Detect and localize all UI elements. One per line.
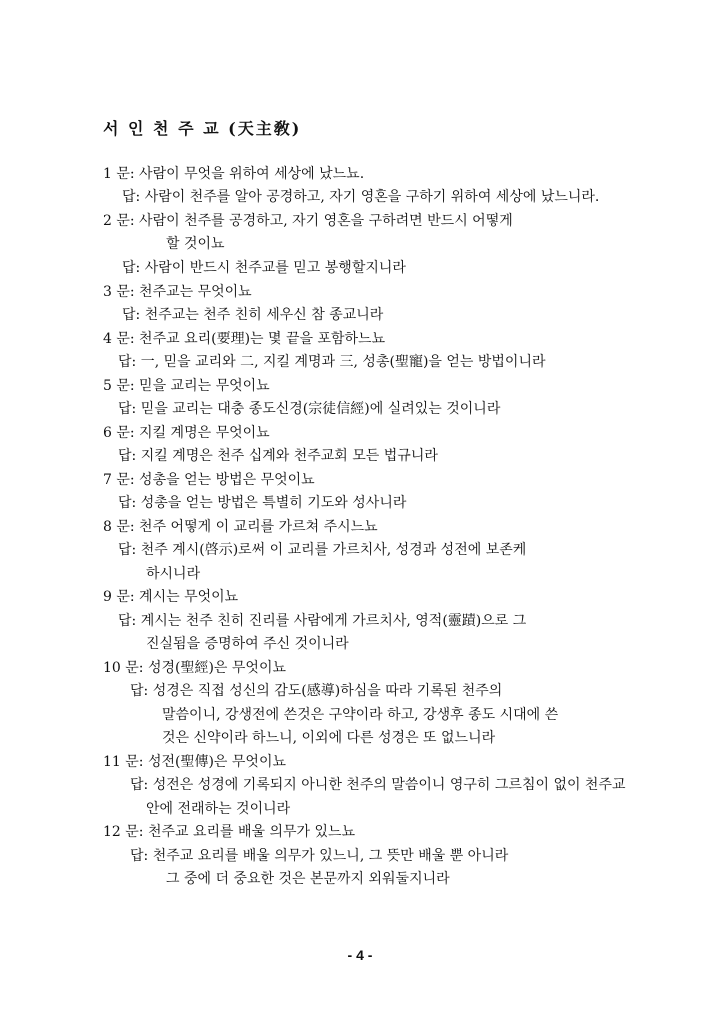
answer-4: 답: 一, 믿을 교리와 二, 지킬 계명과 三, 성총(聖寵)을 얻는 방법이니라: [118, 354, 546, 370]
question-4: 4 문: 천주교 요리(要理)는 몇 끝을 포함하느뇨: [103, 331, 386, 347]
question-2-cont: 할 것이뇨: [166, 236, 225, 252]
page-number: - 4 -: [347, 947, 373, 963]
answer-10: 답: 성경은 직접 성신의 감도(感導)하심을 따라 기록된 천주의: [130, 683, 503, 699]
question-8: 8 문: 천주 어떻게 이 교리를 가르쳐 주시느뇨: [103, 519, 378, 535]
answer-3: 답: 천주교는 천주 친히 세우신 참 종교니라: [122, 307, 384, 323]
answer-11: 답: 성전은 성경에 기록되지 아니한 천주의 말씀이니 영구히 그르침이 없이 천주교: [130, 777, 626, 793]
question-3: 3 문: 천주교는 무엇이뇨: [103, 284, 252, 300]
answer-11-cont: 안에 전래하는 것이니라: [146, 801, 291, 817]
answer-6: 답: 지킬 계명은 천주 십계와 천주교회 모든 법규니라: [118, 448, 438, 464]
answer-9: 답: 계시는 천주 친히 진리를 사람에게 가르치사, 영적(靈蹟)으로 그: [118, 613, 527, 629]
question-9: 9 문: 계시는 무엇이뇨: [103, 589, 239, 605]
answer-12: 답: 천주교 요리를 배울 의무가 있느니, 그 뜻만 배울 뿐 아니라: [130, 848, 509, 864]
answer-7: 답: 성총을 얻는 방법은 특별히 기도와 성사니라: [118, 495, 407, 511]
answer-10-cont-2: 것은 신약이라 하느니, 이외에 다른 성경은 또 없느니라: [162, 730, 496, 746]
answer-8-cont: 하시니라: [146, 566, 201, 582]
question-12: 12 문: 천주교 요리를 배울 의무가 있느뇨: [103, 824, 356, 840]
answer-1: 답: 사람이 천주를 알아 공경하고, 자기 영혼을 구하기 위하여 세상에 났느니라.: [122, 189, 600, 205]
question-6: 6 문: 지킬 계명은 무엇이뇨: [103, 425, 270, 441]
answer-9-cont: 진실됨을 증명하여 주신 것이니라: [146, 636, 349, 652]
question-11: 11 문: 성전(聖傳)은 무엇이뇨: [103, 754, 286, 770]
answer-2: 답: 사람이 반드시 천주교를 믿고 봉행할지니라: [122, 260, 406, 276]
question-10: 10 문: 성경(聖經)은 무엇이뇨: [103, 660, 286, 676]
question-5: 5 문: 믿을 교리는 무엇이뇨: [103, 378, 270, 394]
question-7: 7 문: 성총을 얻는 방법은 무엇이뇨: [103, 472, 315, 488]
answer-8: 답: 천주 계시(啓示)로써 이 교리를 가르치사, 성경과 성전에 보존케: [118, 542, 527, 558]
answer-12-cont: 그 중에 더 중요한 것은 본문까지 외워둘지니라: [166, 871, 450, 887]
question-1: 1 문: 사람이 무엇을 위하여 세상에 났느뇨.: [103, 166, 365, 182]
answer-10-cont-1: 말씀이니, 강생전에 쓴것은 구약이라 하고, 강생후 종도 시대에 쓴: [162, 707, 559, 723]
document-title: 서 인 천 주 교 (天主敎): [103, 119, 302, 138]
question-2: 2 문: 사람이 천주를 공경하고, 자기 영혼을 구하려면 반드시 어떻게: [103, 213, 513, 229]
answer-5: 답: 믿을 교리는 대충 종도신경(宗徒信經)에 실려있는 것이니라: [118, 401, 501, 417]
